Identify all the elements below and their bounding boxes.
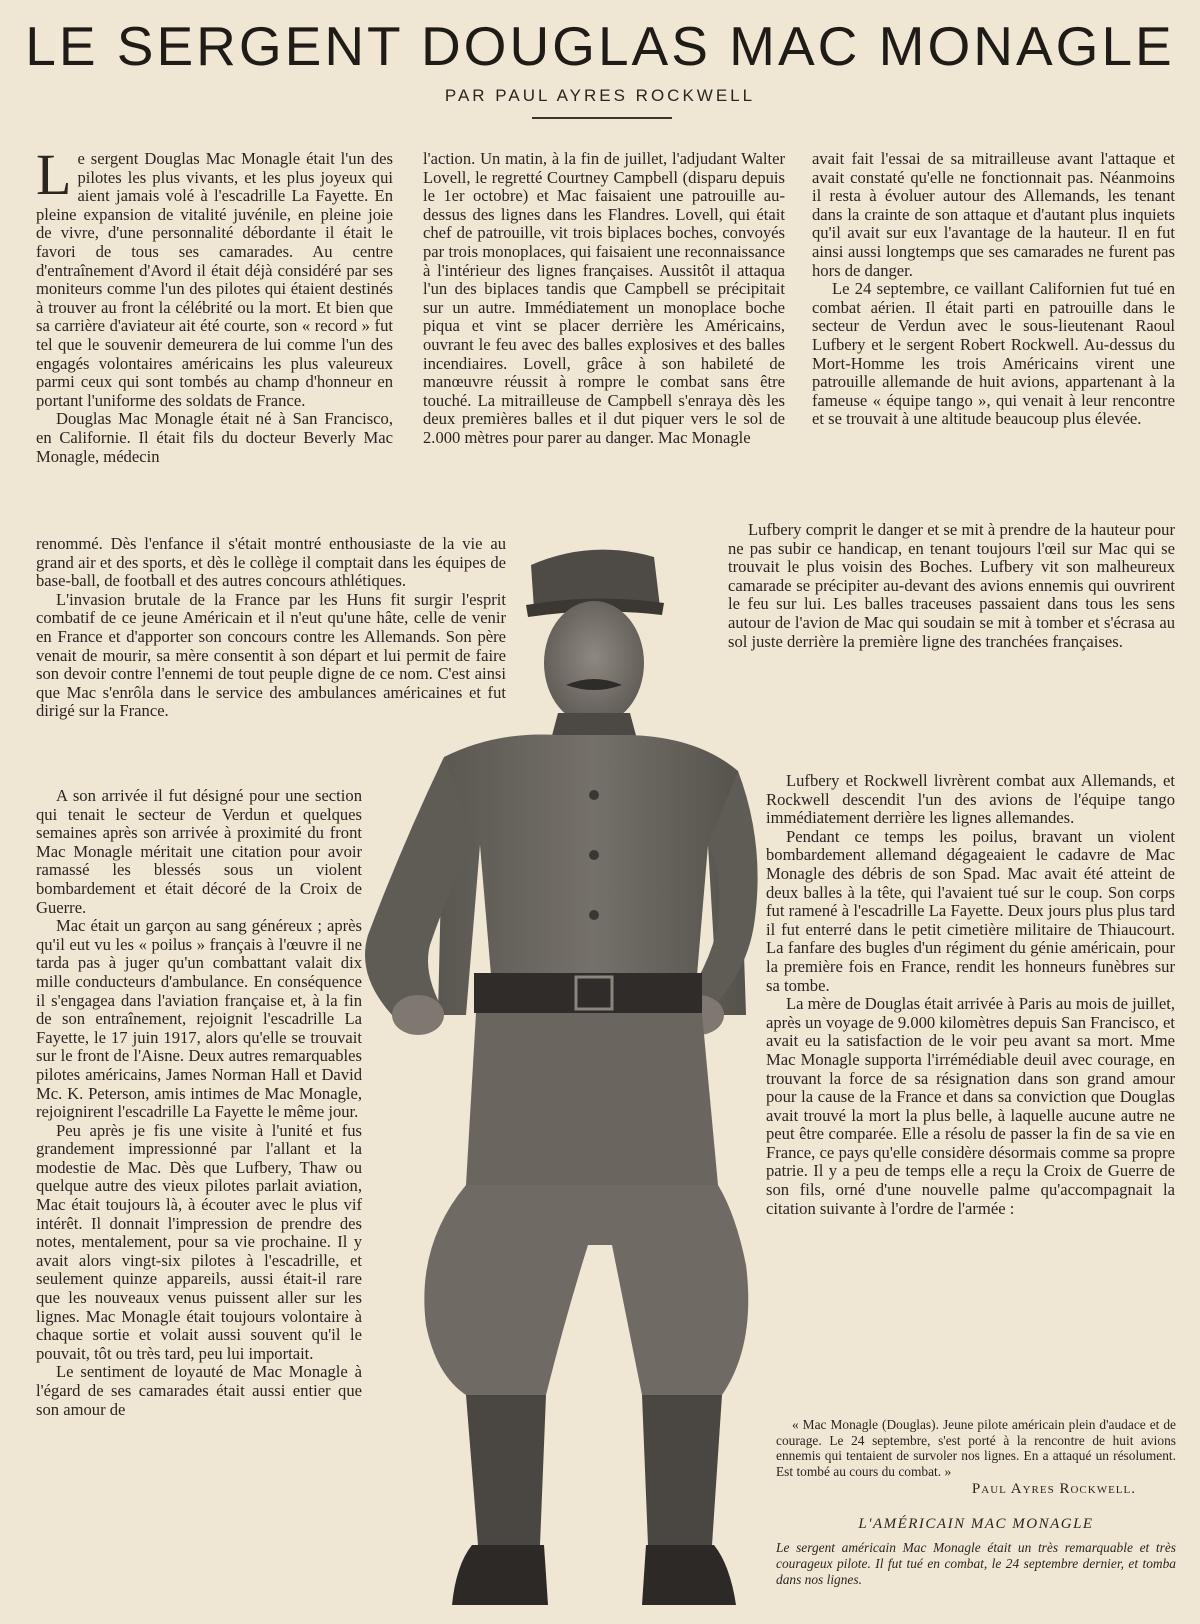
paragraph: Peu après je fis une visite à l'unité et fus grandement impressionné par l'allant et la modestie de Mac. Dès que Lufbery, Thaw ou quelque autre des vieux pilotes parlait aviation, Mac était toujours là, à écouter avec le plus vif intérêt. Il donnait l'impression de prendre des notes, mentalement, pour sa vie prochaine. Il y avait alors vingt-six pilotes à l'escadrille, et seulement quinze appareils, aussi était-il rare que les nouveaux venus puissent aller sur les lignes. Mac Monagle était toujours volontaire à chaque sortie et volait aussi souvent qu'il le pouvait, tôt ou très tard, peu lui importait. <box>36 1120 362 1363</box>
paragraph: Le sentiment de loyauté de Mac Monagle à l'égard de ses camarades était aussi entier que son amour de <box>36 1362 362 1419</box>
article-byline: PAR PAUL AYRES ROCKWELL <box>444 86 756 105</box>
column-3-lower <box>766 772 1175 1218</box>
paragraph: renommé. Dès l'enfance il s'était montré enthousiaste de la vie au grand air et des sports, et dès le collège il comptait dans les équipes de base-ball, de football et des autres concours athlétiques. <box>36 534 506 591</box>
paragraph: Le 24 septembre, ce vaillant Californien fut tué en combat aérien. Il était parti en patrouille dans le secteur de Verdun avec le sous-lieutenant Raoul Lufbery et le sergent Robert Rockwell. Au-dessus du Mort-Homme les trois Américains virent une patrouille allemande de huit avions, appartenant à la fameuse « équipe tango », qui venait à leur rencontre et se trouvait à une altitude beaucoup plus élevée. <box>812 279 1175 429</box>
paragraph: L'invasion brutale de la France par les Huns fit surgir l'esprit combatif de ce jeune Américain et il n'eut qu'une hâte, celle de venir en France et d'apporter son concours contre les Allemands. Son père venait de mourir, sa mère consentit à son départ et lui permit de faire son devoir contre l'ennemi de tout peuple digne de ce nom. C'est ainsi que Mac s'enrôla dans le service des ambulances américaines et fut dirigé sur la France. <box>36 589 506 721</box>
title-rule <box>532 117 672 119</box>
column-2 <box>423 150 785 448</box>
drop-cap: L <box>36 142 72 207</box>
author-signature: Paul Ayres Rockwell. <box>971 1481 1136 1497</box>
paragraph: Pendant ce temps les poilus, bravant un violent bombardement allemand dégageaient le cadavre de Mac Monagle des débris de son Spad. Mac avait été atteint de deux balles à la tête, qui l'avaient tué sur le coup. Son corps fut ramené à l'escadrille La Fayette. Deux jours plus plus tard il fut enterré dans le petit cimetière militaire de Thiaucourt. La fanfare des bugles d'un régiment du génie américain, pour la première fois en France, rendit les honneurs funèbres sur sa tombe. <box>766 826 1175 995</box>
paragraph: Le sergent Douglas Mac Monagle était l'un des pilotes les plus vivants, et les plus joyeux qui aient jamais volé à l'escadrille La Fayette. En pleine expansion de vitalité juvénile, en pleine joie de vivre, d'une personnalité débordante il était le favori de tous ses camarades. Au centre d'entraînement d'Avord il était déjà considéré par ses moniteurs comme l'un des pilotes qui étaient destinés à trouver au front la célébrité ou la mort. Et bien que sa carrière d'aviateur ait été courte, son « record » fut tel que le souvenir demeurera de lui comme l'un des engagés volontaires américains les plus valeureux parmi ceux qui sont tombés au champ d'honneur en portant l'uniforme des soldats de France. <box>36 142 393 410</box>
paragraph: Lufbery et Rockwell livrèrent combat aux Allemands, et Rockwell descendit l'un des avions de l'équipe tango immédiatement derrière les lignes allemandes. <box>766 771 1175 828</box>
citation-quote <box>776 1417 1176 1479</box>
column-1 <box>36 142 393 466</box>
column-3-continued <box>728 521 1175 651</box>
paragraph: l'action. Un matin, à la fin de juillet, l'adjudant Walter Lovell, le regretté Courtney Campbell (disparu depuis le 1er octobre) et Mac faisaient une patrouille au-dessus des lignes dans les Flandres. Lovell, qui était chef de patrouille, vit trois biplaces boches, convoyés par trois monoplaces, qui faisaient une reconnaissance à l'intérieur des lignes françaises. Aussitôt il attaqua l'un des biplaces tandis que Campbell se précipitait sur un autre. Immédiatement un monoplace boche piqua et vint se placer derrière les Américains, ouvrant le feu avec des balles explosives et des balles incendiaires. Lovell, grâce à son habileté de manœuvre réussit à rompre le combat sans être touché. La mitrailleuse de Campbell s'enraya dès les deux premières balles et il dut piquer vers le sol de 2.000 mètres pour parer au danger. Mac Monagle <box>423 149 785 447</box>
column-1-lower <box>36 787 362 1419</box>
paragraph: A son arrivée il fut désigné pour une section qui tenait le secteur de Verdun et quelques semaines après son arrivée à proximité du front Mac Monagle méritait une citation pour avoir ramassé les blessés sous un violent bombardement et était décoré de la Croix de Guerre. <box>36 786 362 917</box>
portrait-photo <box>326 545 758 1624</box>
paragraph: Douglas Mac Monagle était né à San Francisco, en Californie. Il était fils du docteur Beverly Mac Monagle, médecin <box>36 409 393 466</box>
paragraph: Mac était un garçon au sang généreux ; après qu'il eut vu les « poilus » français à l'œuvre il ne tarda pas à juger qu'un combattant valait dix mille conducteurs d'ambulance. En conséquence il s'engagea dans l'aviation française et, à la fin de son entraînement, rejoignit l'escadrille La Fayette, le 17 juin 1917, alors qu'elle se trouvait sur le front de l'Aisne. Deux autres remarquables pilotes américains, James Norman Hall et David Mc. K. Peterson, amis intimes de Mac Monagle, rejoignirent l'escadrille La Fayette le même jour. <box>36 916 362 1122</box>
citation-text: « Mac Monagle (Douglas). Jeune pilote américain plein d'audace et de courage. Le 24 septembre, s'est porté à la rencontre de huit avions ennemis qui tentaient de survoler nos lignes. En a attaqué un résolument. Est tombé au cours du combat. » <box>776 1417 1176 1479</box>
photo-caption-title: L'AMÉRICAIN MAC MONAGLE <box>858 1516 1094 1532</box>
photo-caption: Le sergent américain Mac Monagle était un très remarquable et très courageux pilote. Il fut tué en combat, le 24 septembre dernier, et tomba dans nos lignes. <box>776 1540 1176 1588</box>
paragraph: Lufbery comprit le danger et se mit à prendre de la hauteur pour ne pas subir ce handicap, en tenant toujours l'œil sur Mac qui se trouvait le plus voisin des Boches. Lufbery vit son malheureux camarade se précipiter au-devant des avions ennemis qui ouvrirent le feu sur lui. Les balles traceuses passaient dans tous les sens autour de l'avion de Mac qui soudain se mit à tomber et s'écrasa au sol juste derrière la première ligne des tranchées françaises. <box>728 520 1175 651</box>
article-title: LE SERGENT DOUGLAS MAC MONAGLE <box>25 15 1175 77</box>
paragraph: La mère de Douglas était arrivée à Paris au mois de juillet, après un voyage de 9.000 kilomètres depuis San Francisco, et avait eu la satisfaction de le voir peu avant sa mort. Mme Mac Monagle supporta l'irrémédiable deuil avec courage, en trouvant la force de sa résignation dans son grand amour pour la cause de la France et dans sa conviction que Douglas avait trouvé la mort la plus belle, à laquelle aucune autre ne peut être comparée. Elle a résolu de passer la fin de sa vie en France, ce pays qu'elle considère désormais comme sa propre patrie. Il y a peu de temps elle a reçu la Croix de Guerre de son fils, orné d'une nouvelle palme qu'accompagnait la citation suivante à l'ordre de l'armée : <box>766 994 1175 1218</box>
column-3 <box>812 150 1175 429</box>
paragraph: avait fait l'essai de sa mitrailleuse avant l'attaque et avait constaté qu'elle ne fonctionnait pas. Néanmoins il resta à évoluer autour des Allemands, les tenant dans la crainte de son attaque et d'autant plus inquiets qu'il avait sur eux l'avantage de la hauteur. Il en fut ainsi aussi longtemps que ses camarades ne furent pas hors de danger. <box>812 149 1175 280</box>
